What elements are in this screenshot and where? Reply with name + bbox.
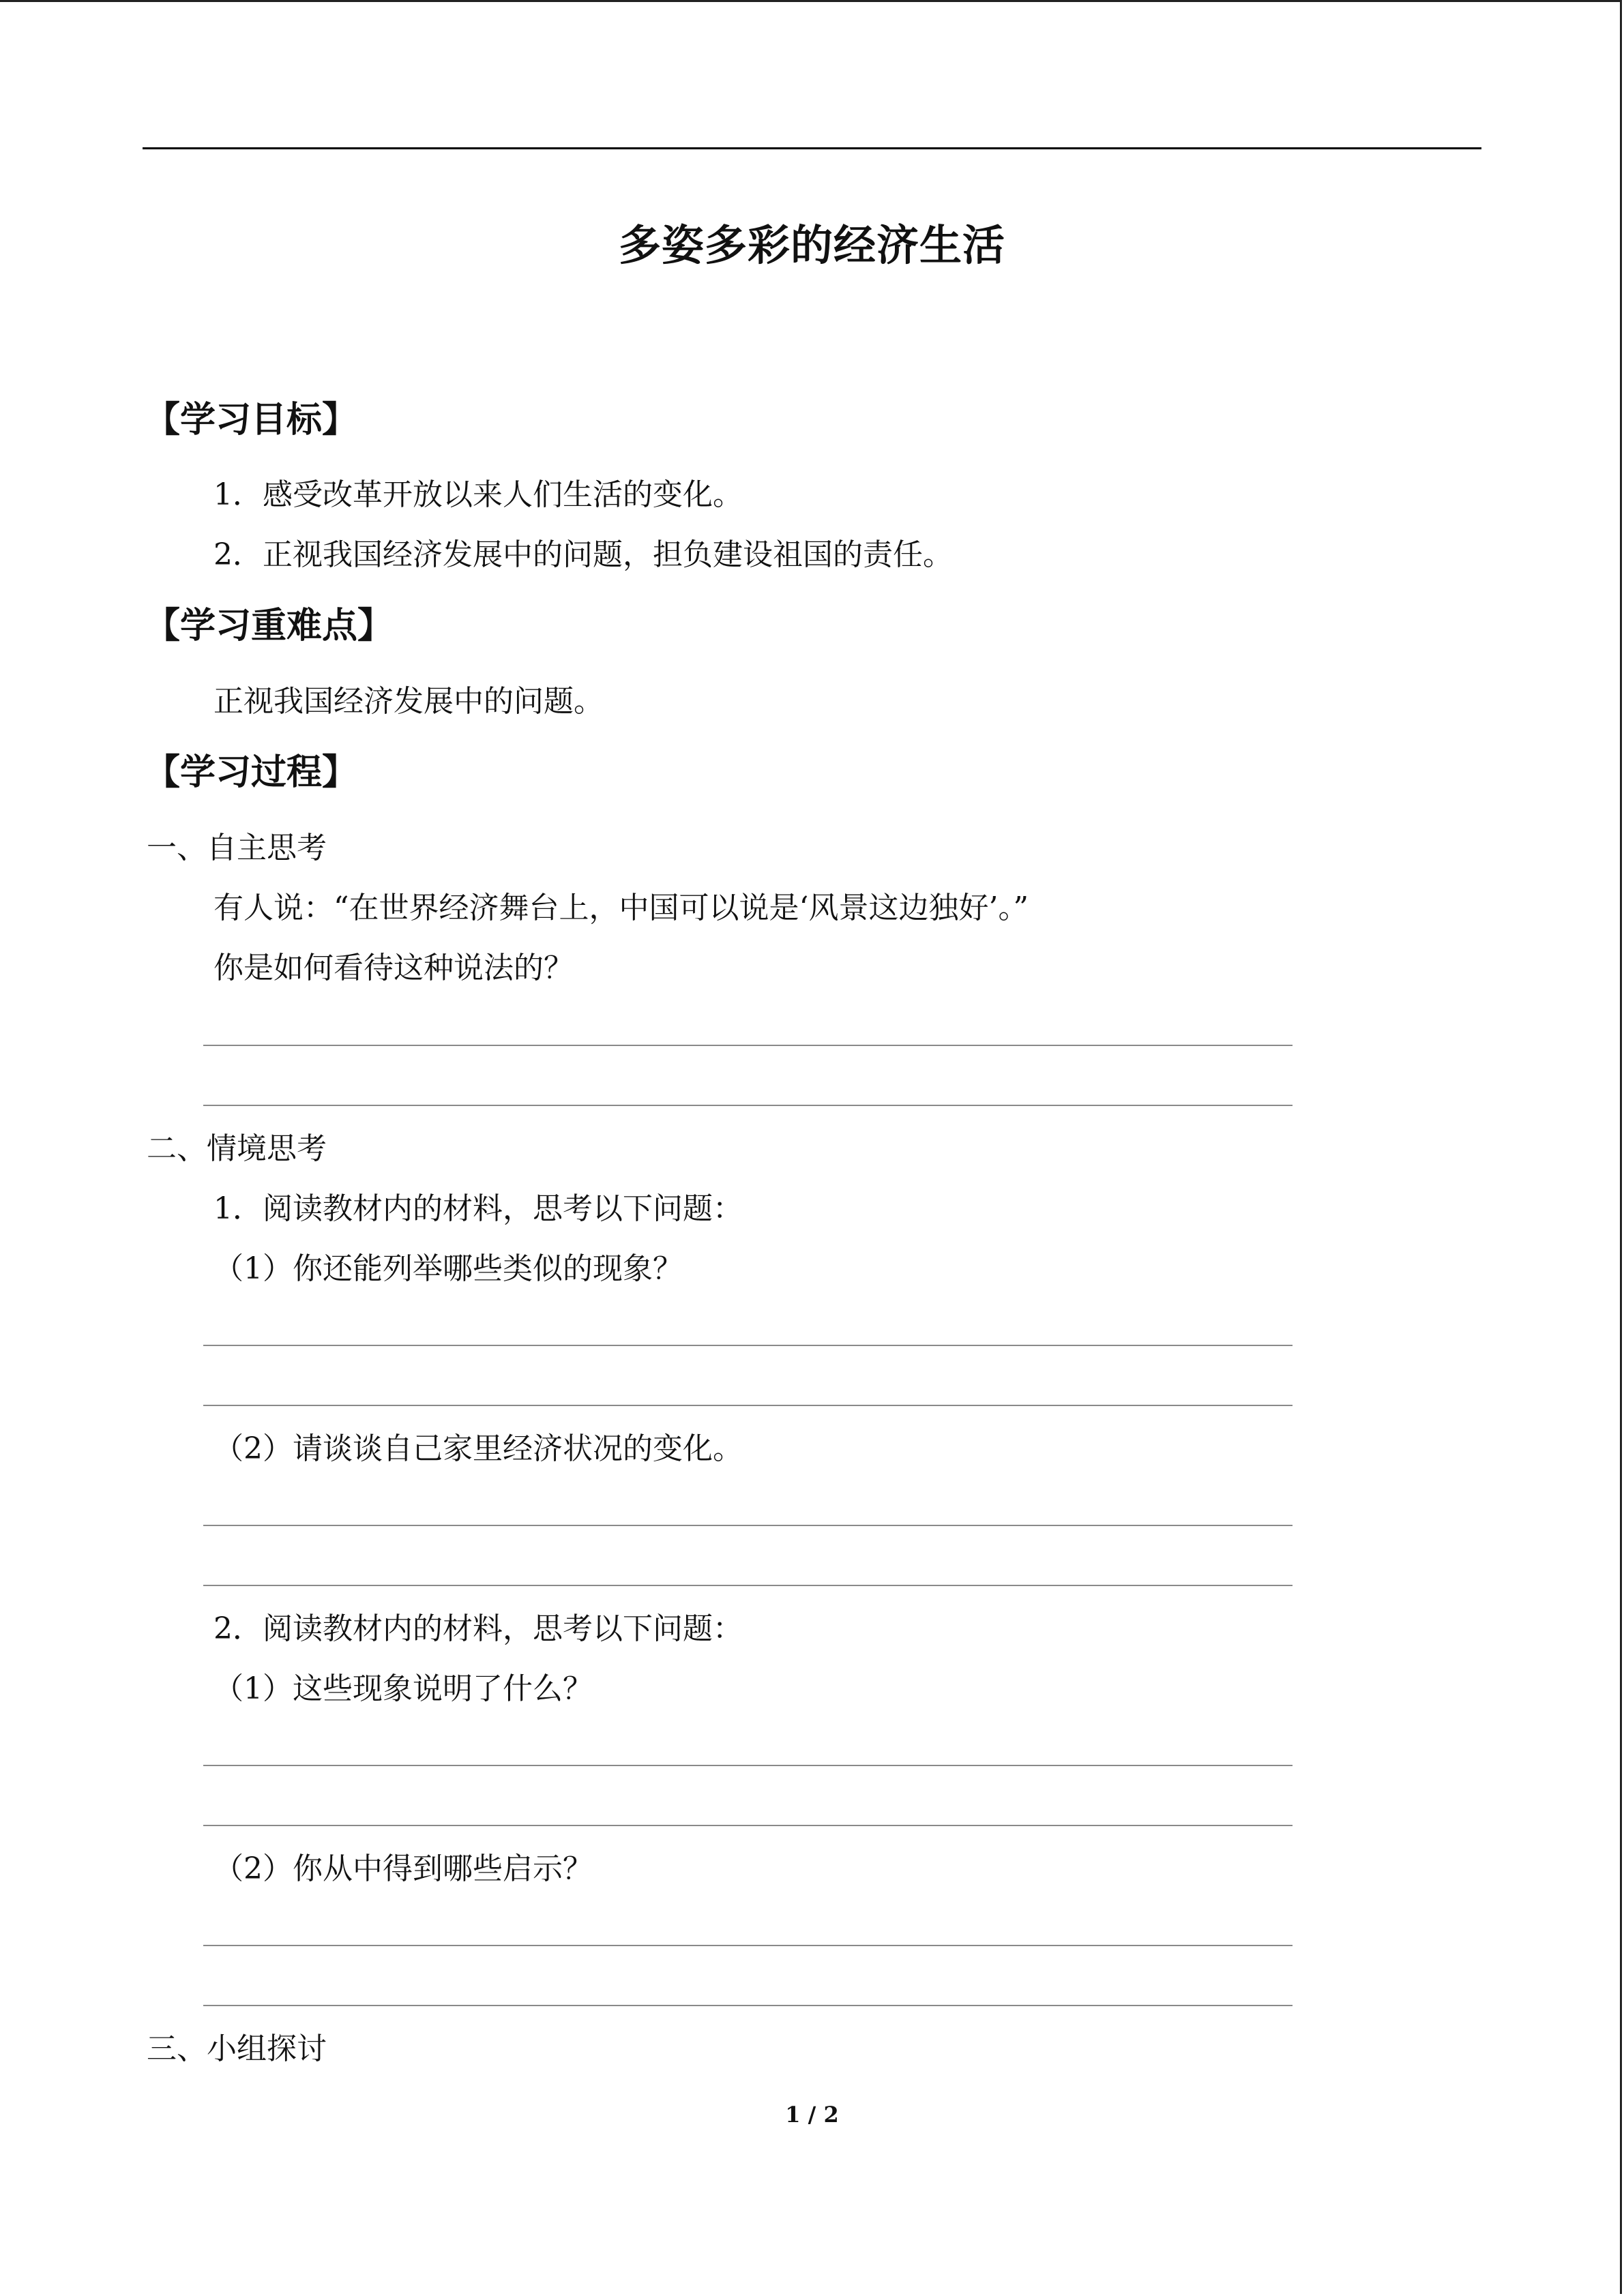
answer-line[interactable] — [203, 1765, 1293, 1766]
header-rule — [143, 147, 1481, 149]
answer-line[interactable] — [203, 1525, 1293, 1526]
part1-question: 你是如何看待这种说法的？ — [213, 951, 574, 985]
key-points-text: 正视我国经济发展中的问题。 — [213, 684, 604, 719]
part1-quote: 有人说：“在世界经济舞台上，中国可以说是‘风景这边独好’。” — [213, 891, 1029, 925]
answer-line[interactable] — [203, 2005, 1293, 2006]
part1-heading: 一、自主思考 — [147, 831, 327, 865]
process-heading: 【学习过程】 — [145, 751, 358, 793]
part2-q1-prompt: 1．阅读教材内的材料，思考以下问题： — [213, 1191, 743, 1226]
part2-q1-sub2: （2）请谈谈自己家里经济状况的变化。 — [213, 1431, 743, 1466]
answer-line[interactable] — [203, 1045, 1293, 1046]
answer-line[interactable] — [203, 1585, 1293, 1586]
part2-q2-sub1: （1）这些现象说明了什么？ — [213, 1671, 593, 1706]
objectives-heading: 【学习目标】 — [145, 399, 358, 441]
part2-heading: 二、情境思考 — [147, 1131, 327, 1166]
page-title: 多姿多彩的经济生活 — [618, 220, 1005, 270]
part2-q2-prompt: 2．阅读教材内的材料，思考以下问题： — [213, 1611, 743, 1646]
answer-line[interactable] — [203, 1945, 1293, 1946]
answer-line[interactable] — [203, 1405, 1293, 1406]
answer-line[interactable] — [203, 1825, 1293, 1826]
key-points-heading: 【学习重难点】 — [145, 605, 394, 646]
answer-line[interactable] — [203, 1105, 1293, 1106]
part3-heading: 三、小组探讨 — [147, 2031, 327, 2066]
part2-q1-sub1: （1）你还能列举哪些类似的现象？ — [213, 1251, 683, 1286]
answer-line[interactable] — [203, 1345, 1293, 1346]
objective-item-1: 1．感受改革开放以来人们生活的变化。 — [213, 477, 743, 512]
page-number: 1 / 2 — [785, 2102, 839, 2128]
objective-item-2: 2．正视我国经济发展中的问题，担负建设祖国的责任。 — [213, 537, 953, 572]
part2-q2-sub2: （2）你从中得到哪些启示？ — [213, 1851, 593, 1886]
